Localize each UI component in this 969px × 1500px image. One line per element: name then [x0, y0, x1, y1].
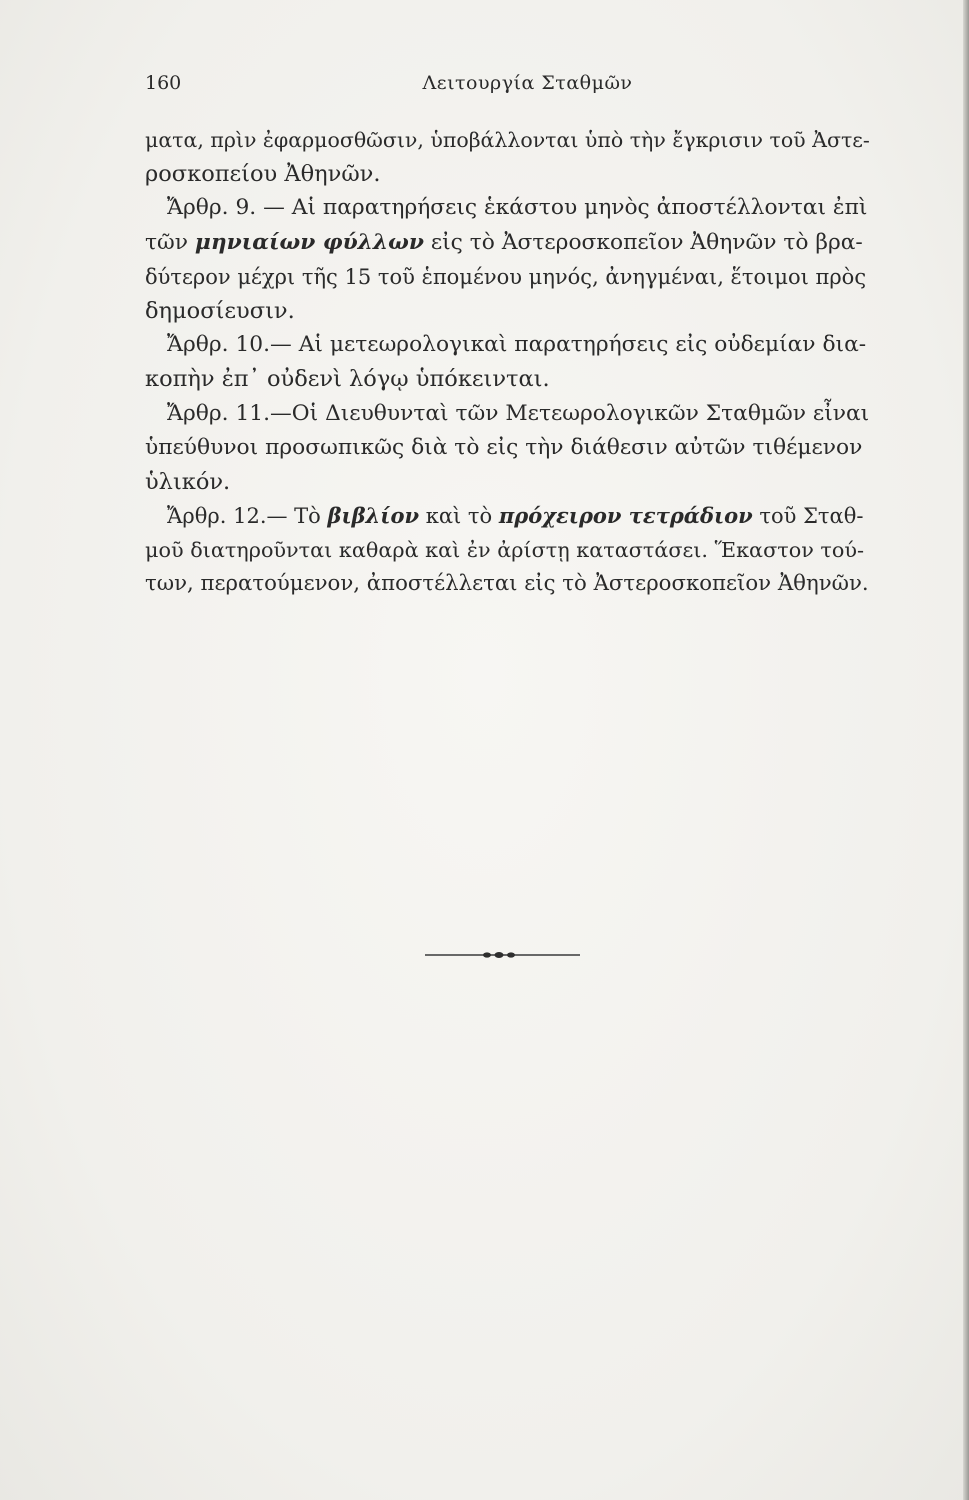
- text-line: δύτερον μέχρι τῆς 15 τοῦ ἑπομένου μηνός, ἀνηγμέναι, ἕτοιμοι πρὸς: [145, 264, 867, 289]
- text-line: ροσκοπείου Ἀθηνῶν.: [145, 161, 381, 188]
- text-line: ὑλικόν.: [145, 468, 231, 495]
- article-11-first-line: Ἄρθρ. 11.—Οἱ Διευθυνταὶ τῶν Μετεωρολογικῶν Σταθμῶν εἶναι: [167, 400, 870, 426]
- page-edge: [963, 0, 969, 1500]
- running-title: Λειτουργία Σταθμῶν: [422, 72, 633, 94]
- text-span: Ἄρθρ. 12.— Τὸ: [167, 504, 328, 529]
- article-12-first-line: [145, 499, 870, 533]
- text-line: δημοσίευσιν.: [145, 297, 295, 324]
- article-9-first-line: Ἄρθρ. 9. — Αἱ παρατηρήσεις ἑκάστου μηνὸς ἀποστέλλονται ἐπὶ: [167, 195, 868, 221]
- emphasized-term: βιβλίον: [327, 503, 420, 529]
- end-ornament: [425, 948, 580, 962]
- text-line: ὑπεύθυνοι προσωπικῶς διὰ τὸ εἰς τὴν διάθεσιν αὐτῶν τιθέμενον: [145, 434, 863, 460]
- text-span: εἰς τὸ Ἀστεροσκοπεῖον Ἀθηνῶν τὸ βρα-: [423, 229, 863, 255]
- text-line: των, περατούμενον, ἀποστέλλεται εἰς τὸ Ἀστεροσκοπεῖον Ἀθηνῶν.: [145, 571, 869, 597]
- article-10-first-line: Ἄρθρ. 10.— Αἱ μετεωρολογικαὶ παρατηρήσεις εἰς οὐδεμίαν δια-: [167, 332, 867, 358]
- page-number: 160: [145, 72, 182, 94]
- text-line: κοπὴν ἐπ᾿ οὐδενὶ λόγῳ ὑπόκεινται.: [145, 366, 550, 393]
- text-span: τῶν: [145, 229, 195, 255]
- text-line: ματα, πρὶν ἐφαρμοσθῶσιν, ὑποβάλλονται ὑπὸ τὴν ἔγκρισιν τοῦ Ἀστε-: [145, 128, 870, 152]
- text-span: τοῦ Σταθ-: [752, 504, 864, 529]
- body-text: [145, 123, 870, 602]
- text-line: [145, 226, 870, 260]
- emphasized-term: πρόχειρον τετράδιον: [498, 503, 753, 529]
- text-span: καὶ τὸ: [419, 504, 499, 529]
- text-line: μοῦ διατηροῦνται καθαρὰ καὶ ἐν ἀρίστῃ καταστάσει. Ἕκαστον τού-: [145, 538, 865, 563]
- emphasized-term: μηνιαίων φύλλων: [194, 229, 424, 255]
- page-header: [145, 72, 870, 102]
